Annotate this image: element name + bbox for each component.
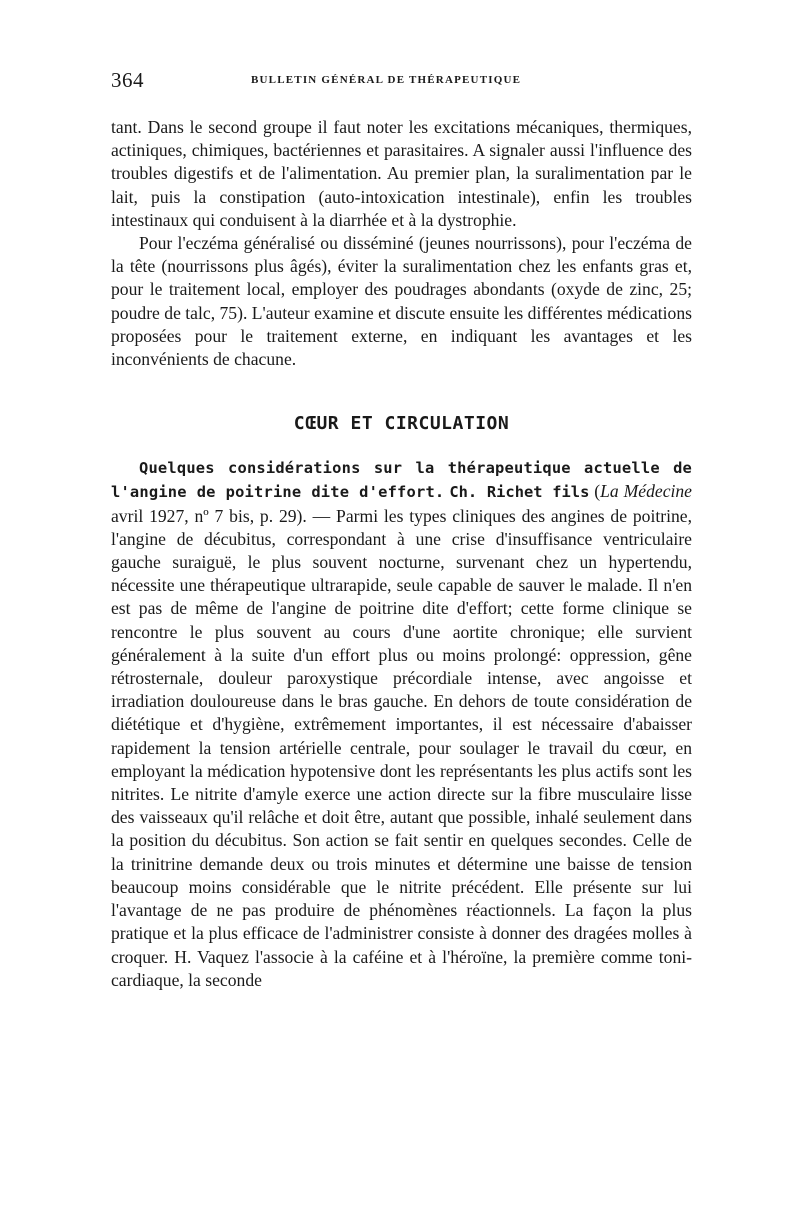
page-number: 364: [111, 68, 144, 92]
journal-name: La Médecine: [600, 481, 692, 502]
section-title: CŒUR ET CIRCULATION: [293, 413, 510, 435]
document-page: [111, 68, 692, 992]
article-author: Ch. Richet fils: [449, 483, 590, 502]
running-header: [111, 68, 692, 98]
citation-open: (: [594, 481, 601, 502]
paragraph-eczema-treatment: Pour l'eczéma généralisé ou disséminé (jeunes nourrissons), pour l'eczéma de la tête (nourrissons plus âgés), éviter la suralimentation chez les enfants gras et, pour le traitement local, employer des poudrages abondants (oxyde de zinc, 25; poudre de talc, 75). L'auteur examine et discute ensuite les différentes médications proposées pour le traitement externe, en indiquant les avantages et les inconvénients de chacune.: [111, 233, 692, 370]
paragraph-eczema-causes: tant. Dans le second groupe il faut noter les excitations mécaniques, thermiques, actiniques, chimiques, bactériennes et parasitaires. A signaler aussi l'influence des troubles digestifs et de l'alimentation. Au premier plan, la suralimentation par le lait, puis la constipation (auto-intoxication intestinale), enfin les troubles intestinaux qui conduisent à la diarrhée et à la dystrophie.: [111, 117, 692, 230]
running-title: BULLETIN GÉNÉRAL DE THÉRAPEUTIQUE: [251, 74, 522, 86]
citation-details: avril 1927, nº 7 bis, p. 29).: [111, 505, 307, 526]
article-body: — Parmi les types cliniques des angines de poitrine, l'angine de décubitus, correspondant à une crise d'insuffisance ventriculaire gauche suraiguë, le plus souvent nocturne, survenant chez un hypertendu, nécessite une thérapeutique ultrarapide, seule capable de sauver le malade. Il n'en est pas de même de l'angine de poitrine dite d'effort; cette forme clinique se rencontre le plus souvent au cours d'une aortite chronique; elle survient généralement à la suite d'un effort plus ou moins prolongé: oppression, gêne rétrosternale, douleur paroxystique précordiale intense, avec angoisse et irradiation douloureuse dans le bras gauche. En dehors de toute considération de diététique et d'hygiène, extrêmement importantes, il est nécessaire d'abaisser rapidement la tension artérielle centrale, pour soulager le travail du cœur, en employant la médication hypotensive dont les représentants les plus actifs sont les nitrites. Le nitrite d'amyle exerce une action directe sur la fibre musculaire lisse des vaisseaux qu'il relâche et doit être, autant que possible, inhalé seulement dans la position du décubitus. Son action se fait sentir en quelques secondes. Celle de la trinitrine demande deux ou trois minutes et détermine une baisse de tension beaucoup moins considérable que le nitrite précédent. Elle présente sur lui l'avantage de ne pas produire de phénomènes réactionnels. La façon la plus pratique et la plus efficace de l'administrer consiste à donner des dragées molles à croquer. H. Vaquez l'associe à la caféine et à l'héroïne, la première comme toni-cardiaque, la seconde: [111, 505, 692, 990]
article-title: Quelques considérations sur la thérapeutique actuelle de l'angine de poitrine dite d'effort.: [111, 459, 692, 502]
article-abstract: [111, 456, 692, 992]
